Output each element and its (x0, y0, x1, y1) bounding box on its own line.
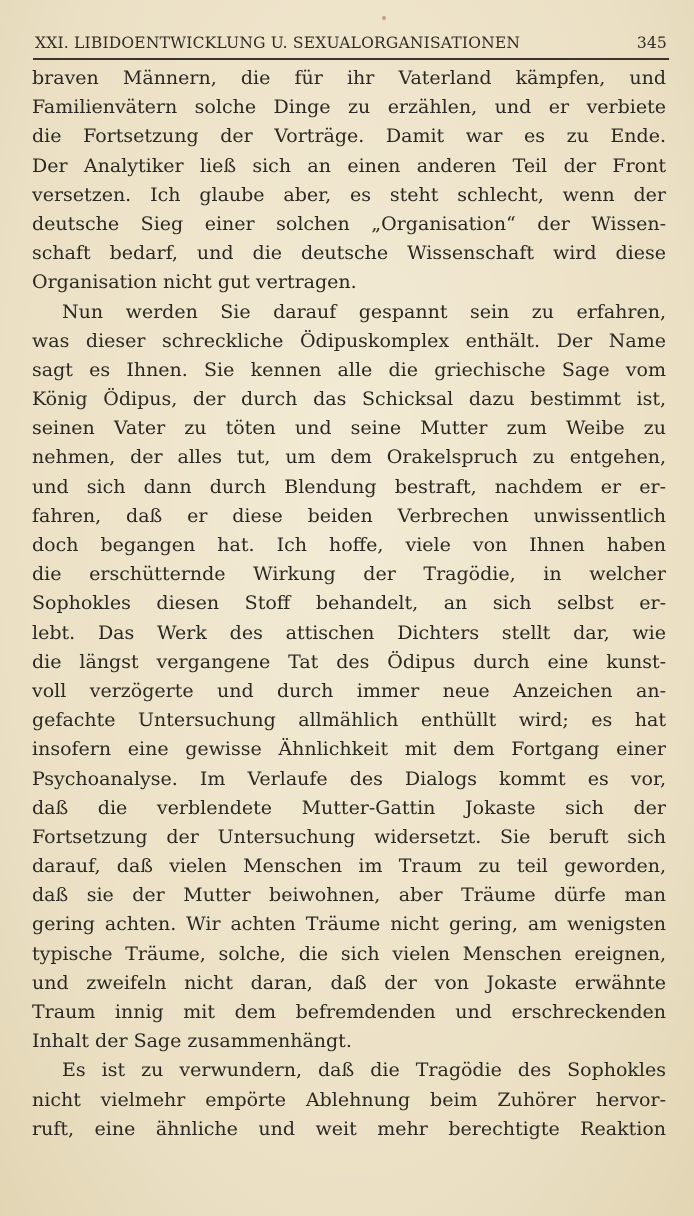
text-line: voll verzögerte und durch immer neue Anzeichen an- (32, 679, 666, 702)
text-line: typische Träume, solche, die sich vielen Menschen ereignen, (32, 942, 666, 965)
text-line: gering achten. Wir achten Träume nicht gering, am wenigsten (32, 913, 666, 936)
text-line: fahren, daß er diese beiden Verbrechen unwissentlich (32, 504, 666, 527)
text-line: Familienvätern solche Dinge zu erzählen, und er verbiete (32, 96, 666, 119)
text-line: und sich dann durch Blendung bestraft, nachdem er er- (32, 475, 666, 498)
text-line: ruft, eine ähnliche und weit mehr berechtigte Reaktion (32, 1117, 666, 1140)
paragraph-start: Es ist zu verwundern, daß die Tragödie des Sophokles (62, 1059, 666, 1082)
text-line: insofern eine gewisse Ähnlichkeit mit dem Fortgang einer (32, 738, 666, 761)
text-line: Fortsetzung der Untersuchung widersetzt. Sie beruft sich (32, 825, 666, 848)
paragraph-start: Nun werden Sie darauf gespannt sein zu erfahren, (62, 300, 666, 323)
text-line: doch begangen hat. Ich hoffe, viele von Ihnen haben (32, 534, 666, 556)
text-line: daß sie der Mutter beiwohnen, aber Träume dürfe man (32, 884, 666, 907)
text-line: Sophokles diesen Stoff behandelt, an sich selbst er- (32, 592, 666, 615)
text-line: die erschütternde Wirkung der Tragödie, in welcher (32, 563, 666, 586)
header-rule (33, 58, 669, 60)
text-line: nicht vielmehr empörte Ablehnung beim Zuhörer hervor- (32, 1088, 666, 1111)
text-line: und zweifeln nicht daran, daß der von Jokaste erwähnte (32, 971, 666, 994)
chapter-title: XXI. LIBIDOENTWICKLUNG U. SEXUALORGANISATIONEN (35, 34, 521, 52)
text-line: daß die verblendete Mutter-Gattin Jokaste sich der (32, 796, 666, 819)
text-line: schaft bedarf, und die deutsche Wissenschaft wird diese (32, 242, 666, 265)
text-line: braven Männern, die für ihr Vaterland kämpfen, und (32, 67, 666, 89)
text-line: Traum innig mit dem befremdenden und erschreckenden (32, 1001, 666, 1023)
text-line: darauf, daß vielen Menschen im Traum zu teil geworden, (32, 855, 666, 878)
text-line: deutsche Sieg einer solchen „Organisation“ der Wissen- (32, 212, 666, 235)
text-line: Der Analytiker ließ sich an einen anderen Teil der Front (32, 154, 666, 177)
ink-spot (382, 16, 386, 20)
text-line: die längst vergangene Tat des Ödipus durch eine kunst- (32, 650, 666, 673)
text-line: lebt. Das Werk des attischen Dichters stellt dar, wie (32, 621, 666, 644)
text-line: Psychoanalyse. Im Verlaufe des Dialogs kommt es vor, (32, 767, 666, 790)
text-line: nehmen, der alles tut, um dem Orakelspruch zu entgehen, (32, 446, 666, 469)
running-header (35, 34, 667, 52)
body-text (32, 64, 666, 1144)
text-line: sagt es Ihnen. Sie kennen alle die griechische Sage vom (32, 358, 666, 381)
text-line: Inhalt der Sage zusammenhängt. (32, 1030, 352, 1053)
text-line: was dieser schreckliche Ödipuskomplex enthält. Der Name (32, 329, 666, 352)
text-line: Organisation nicht gut vertragen. (32, 271, 357, 294)
text-line: gefachte Untersuchung allmählich enthüllt wird; es hat (32, 709, 666, 732)
text-line: seinen Vater zu töten und seine Mutter zum Weibe zu (32, 417, 666, 440)
text-line: die Fortsetzung der Vorträge. Damit war es zu Ende. (32, 125, 666, 148)
text-line: König Ödipus, der durch das Schicksal dazu bestimmt ist, (32, 388, 666, 411)
text-line: versetzen. Ich glaube aber, es steht schlecht, wenn der (32, 183, 666, 206)
page-number: 345 (636, 34, 667, 52)
